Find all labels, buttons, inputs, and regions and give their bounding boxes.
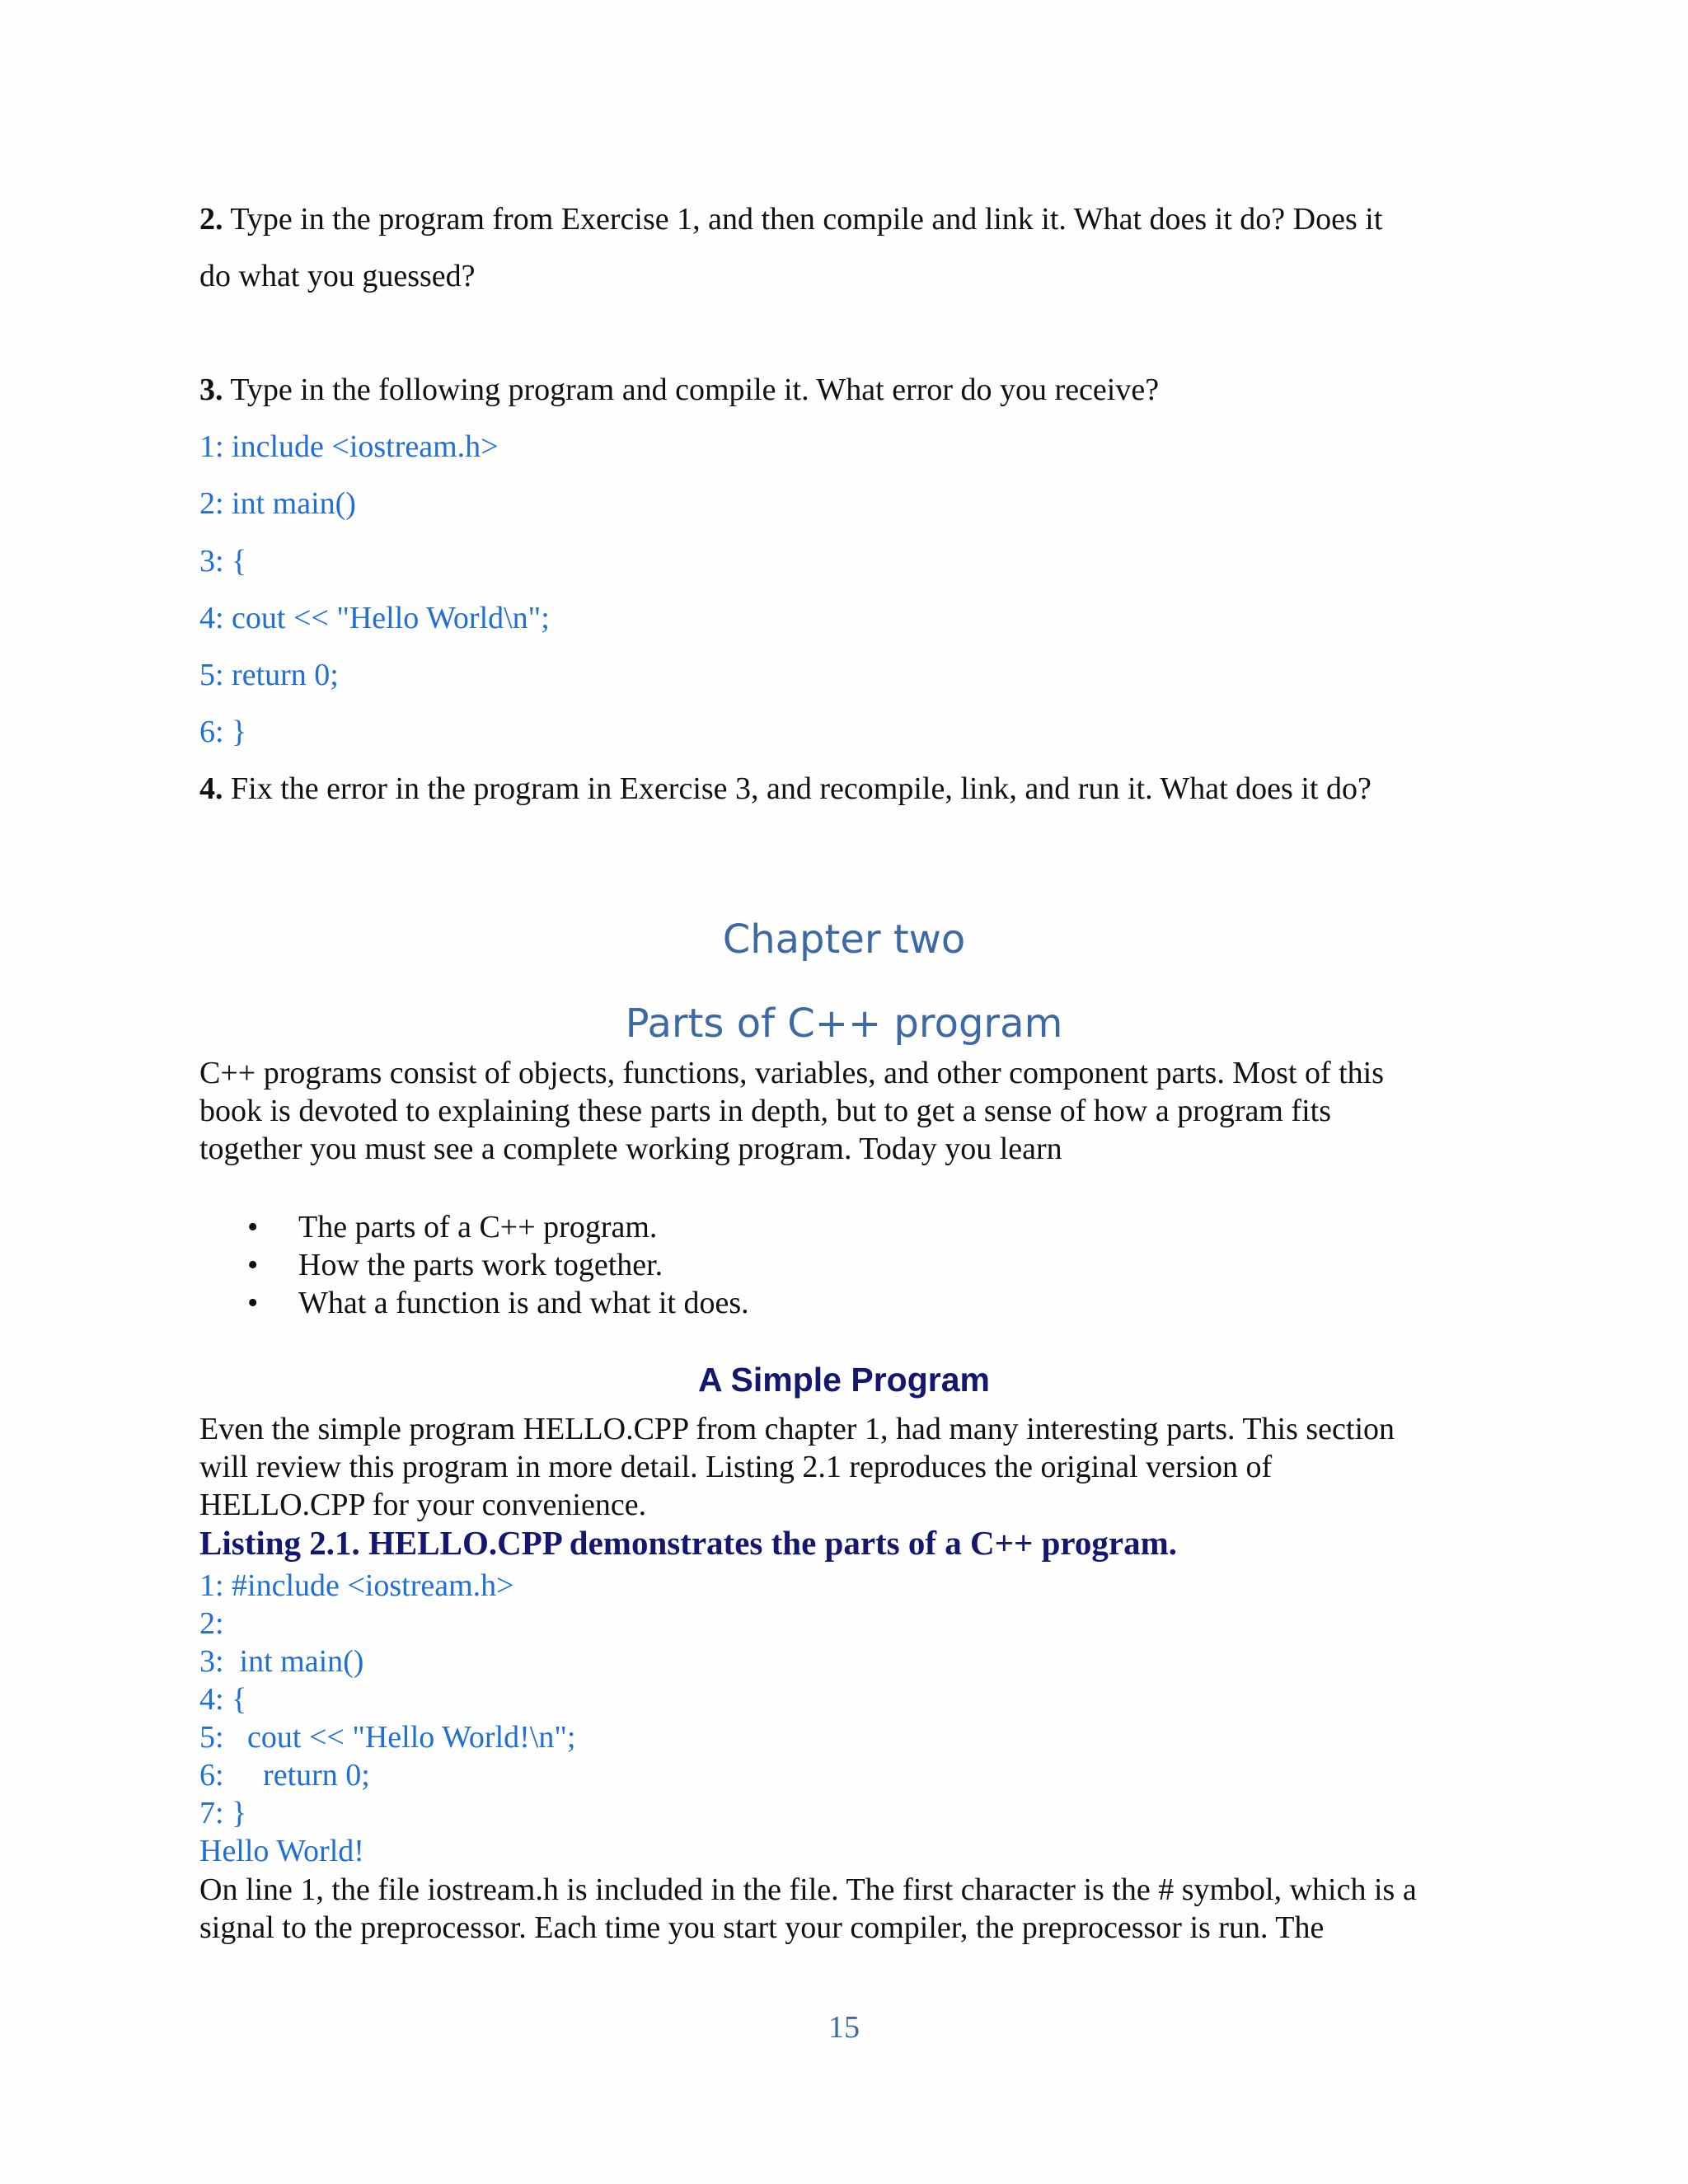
- exercise-3-code-line: 3: {: [199, 544, 247, 579]
- exercise-3-code-line: 1: include <iostream.h>: [199, 429, 499, 464]
- exercise-3-code-line: 6: }: [199, 715, 247, 749]
- bullet-icon: •: [247, 1248, 259, 1282]
- section-line: HELLO.CPP for your convenience.: [199, 1488, 647, 1522]
- bullet-text: How the parts work together.: [298, 1248, 663, 1282]
- bullet-text: What a function is and what it does.: [298, 1286, 749, 1320]
- listing-code-line: 3: int main(): [199, 1644, 364, 1679]
- bullet-item: [199, 1284, 1189, 1322]
- listing-code-line: 2:: [199, 1606, 224, 1641]
- closing-paragraph: [199, 1871, 1518, 1947]
- section-heading: A Simple Program: [698, 1361, 990, 1399]
- bullet-item: [199, 1208, 1189, 1246]
- closing-line: signal to the preprocessor. Each time you start your compiler, the preprocessor is run. The: [199, 1910, 1325, 1945]
- exercise-3-line: [199, 371, 1159, 409]
- listing-output-line: Hello World!: [199, 1834, 364, 1868]
- intro-line: C++ programs consist of objects, functions, variables, and other component parts. Most of this: [199, 1056, 1385, 1090]
- exercise-4-number: 4.: [199, 771, 223, 806]
- listing-code-line: 7: }: [199, 1796, 247, 1830]
- listing-code-line: 1: #include <iostream.h>: [199, 1568, 514, 1603]
- bullet-icon: •: [247, 1286, 259, 1320]
- listing-title: Listing 2.1. HELLO.CPP demonstrates the parts of a C++ program.: [199, 1524, 1177, 1562]
- listing-code-block: [199, 1567, 575, 1870]
- intro-paragraph: [199, 1054, 1518, 1168]
- page-number: 15: [828, 2010, 860, 2045]
- bullet-item: [199, 1246, 1189, 1284]
- exercise-3-code-line: 5: return 0;: [199, 658, 339, 692]
- exercise-2-number: 2.: [199, 202, 223, 237]
- exercise-3-text: Type in the following program and compile it. What error do you receive?: [223, 373, 1160, 407]
- listing-code-line: 4: {: [199, 1682, 247, 1717]
- intro-line: book is devoted to explaining these parts in depth, but to get a sense of how a program fits: [199, 1094, 1331, 1128]
- exercise-3-code-line: 2: int main(): [199, 486, 356, 521]
- chapter-title: Parts of C++ program: [625, 1001, 1063, 1047]
- exercise-4-text: Fix the error in the program in Exercise 3, and recompile, link, and run it. What does it do?: [223, 771, 1372, 806]
- listing-code-line: 6: return 0;: [199, 1758, 370, 1793]
- learning-bullets: [199, 1208, 1189, 1322]
- exercise-2-text: Type in the program from Exercise 1, and then compile and link it. What does it do? Does it: [223, 202, 1383, 237]
- section-line: Even the simple program HELLO.CPP from chapter 1, had many interesting parts. This section: [199, 1412, 1395, 1446]
- listing-code-line: 5: cout << "Hello World!\n";: [199, 1720, 576, 1755]
- closing-line: On line 1, the file iostream.h is included in the file. The first character is the # symbol, which is a: [199, 1872, 1417, 1907]
- exercise-2-line-2: do what you guessed?: [199, 259, 476, 293]
- exercise-3-code-line: 4: cout << "Hello World\n";: [199, 601, 550, 635]
- exercise-3-number: 3.: [199, 373, 223, 407]
- exercise-4-line: [199, 770, 1372, 808]
- intro-line: together you must see a complete working program. Today you learn: [199, 1132, 1062, 1166]
- section-line: will review this program in more detail. Listing 2.1 reproduces the original version of: [199, 1450, 1273, 1484]
- bullet-icon: •: [247, 1210, 259, 1244]
- chapter-label: Chapter two: [722, 916, 966, 963]
- bullet-text: The parts of a C++ program.: [298, 1210, 658, 1244]
- section-paragraph: [199, 1410, 1518, 1524]
- exercise-2-line-1: [199, 200, 1382, 238]
